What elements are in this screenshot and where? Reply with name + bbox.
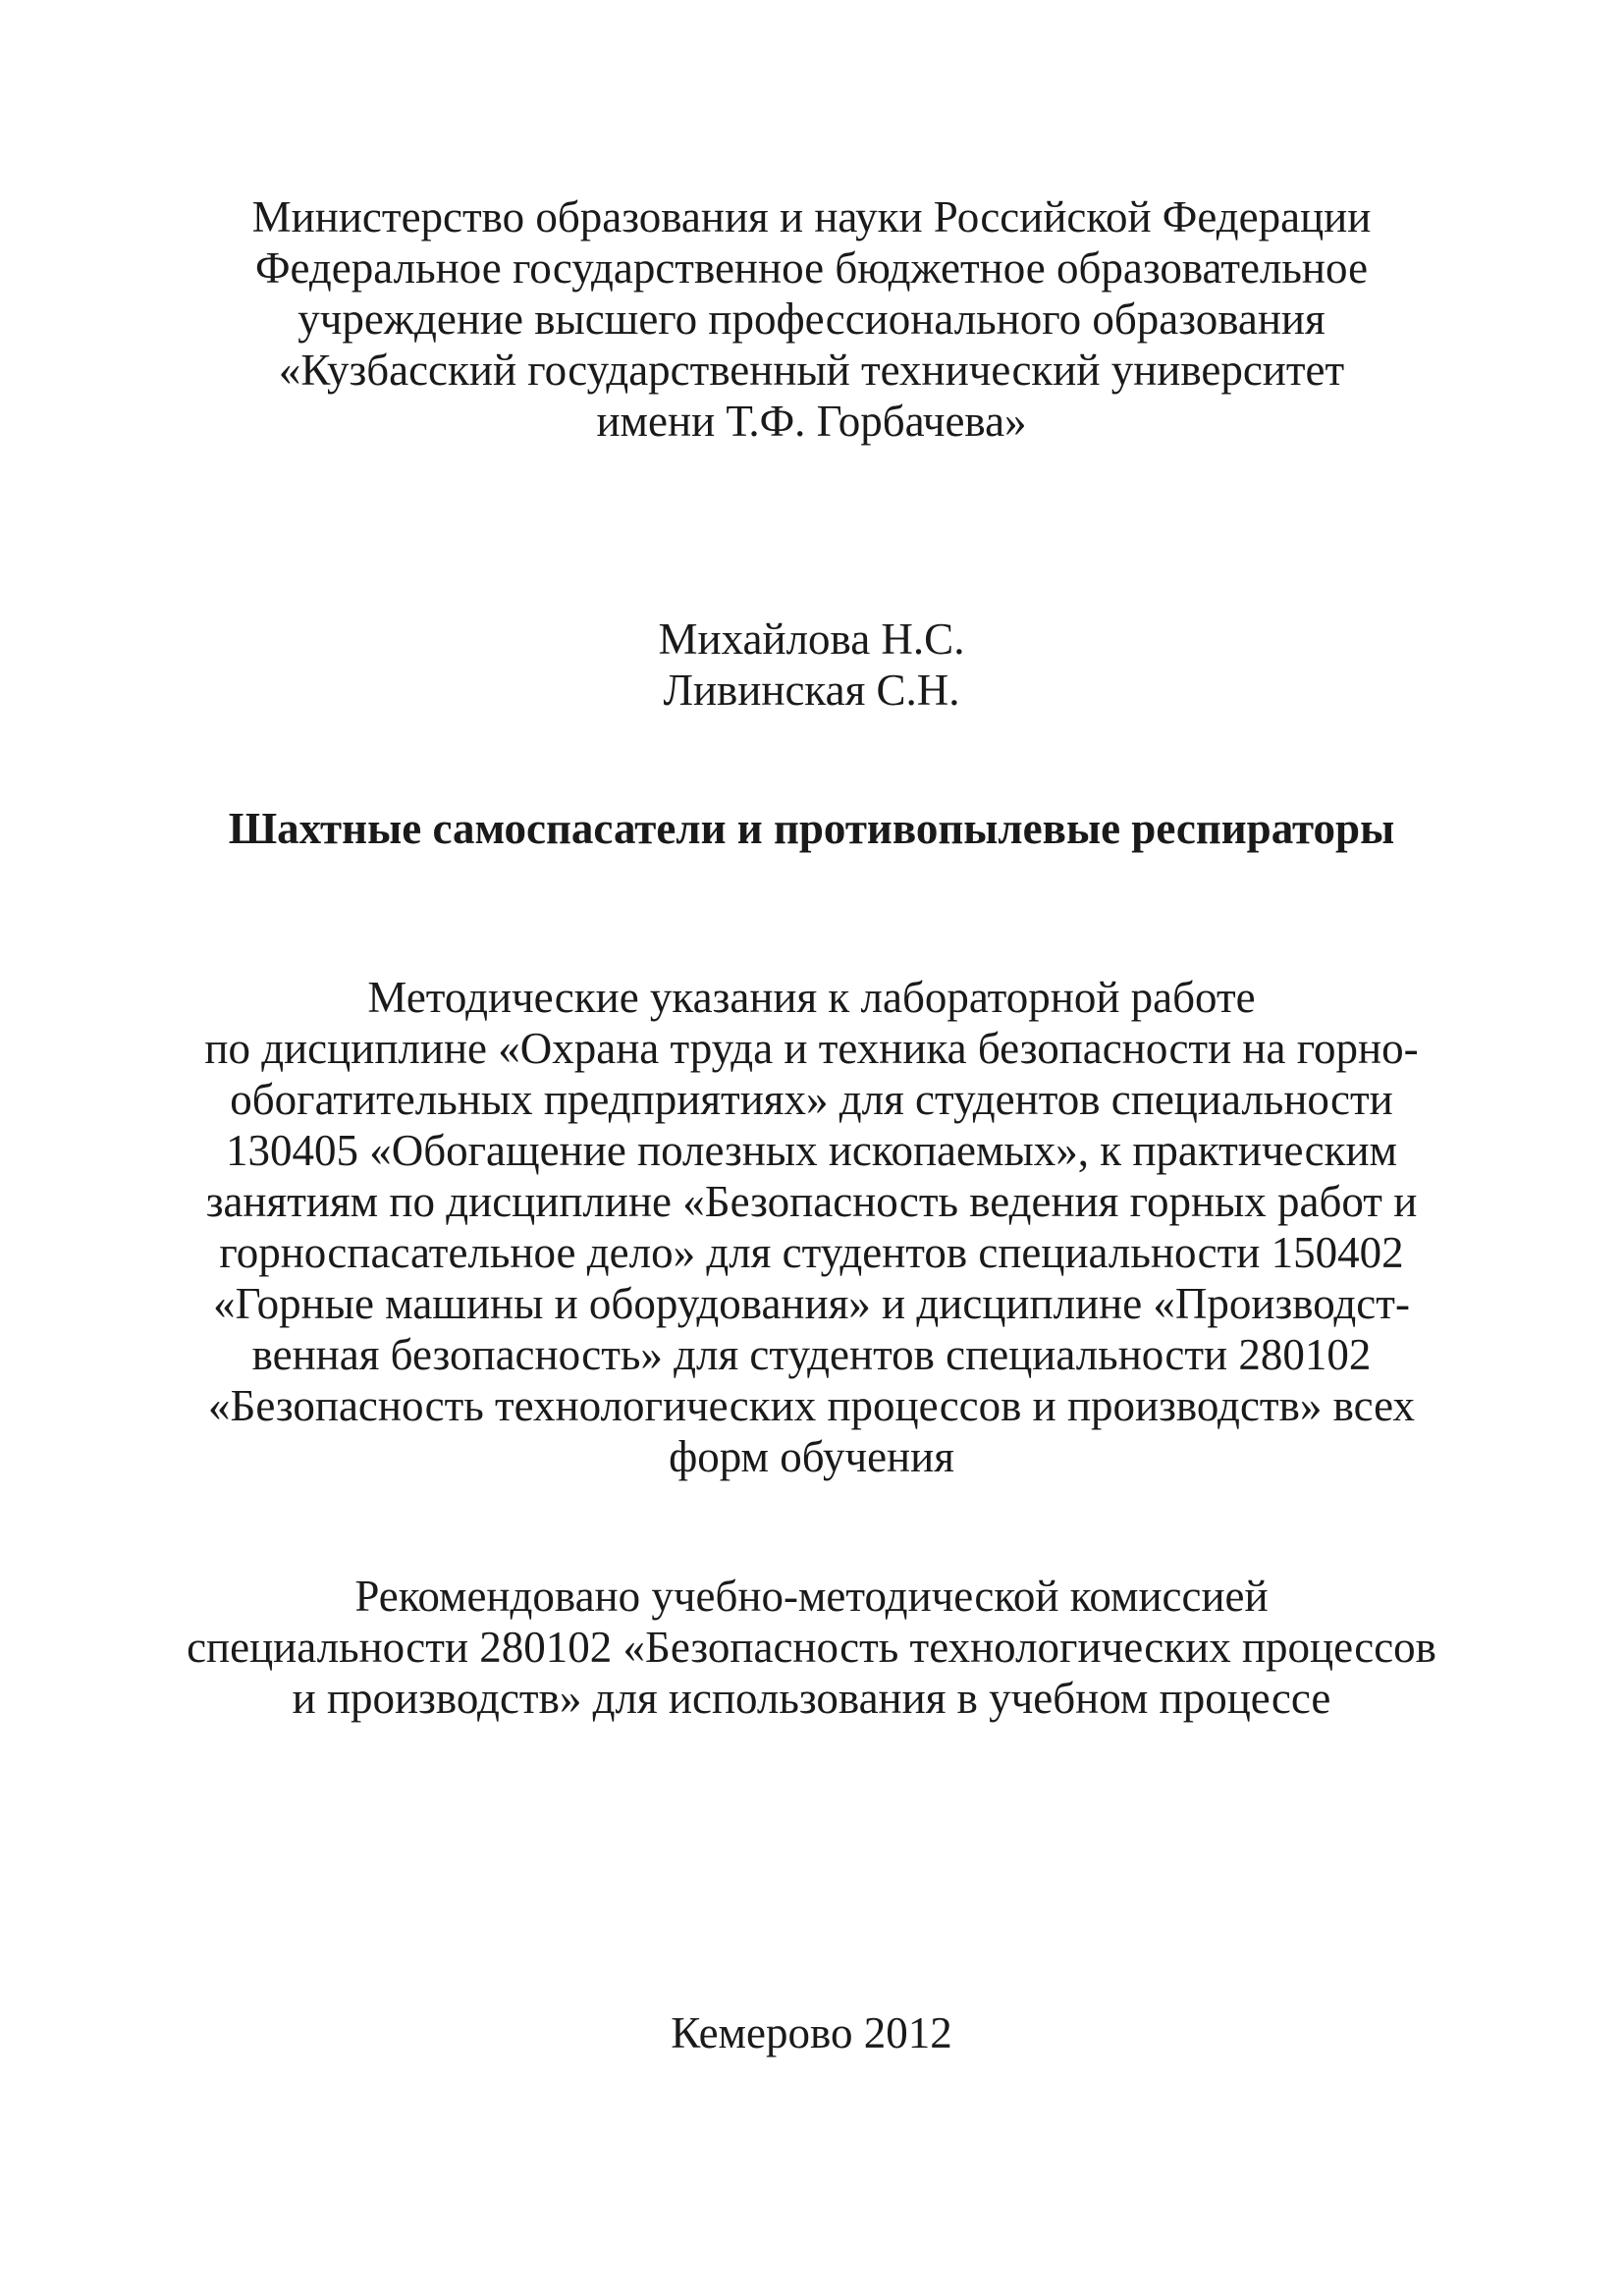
- institution-line: Министерство образования и науки Российской Федерации: [251, 192, 1372, 241]
- document-title: Шахтные самоспасатели и противопылевые респираторы: [228, 804, 1395, 853]
- description-line: 130405 «Обогащение полезных ископаемых», к практическим: [225, 1126, 1398, 1175]
- description-line: по дисциплине «Охрана труда и техника безопасности на горно-: [204, 1024, 1419, 1073]
- author-name: Ливинская С.Н.: [663, 666, 960, 715]
- recommendation-line: и производств» для использования в учебном процессе: [292, 1674, 1331, 1723]
- recommendation-line: специальности 280102 «Безопасность технологических процессов: [187, 1623, 1436, 1672]
- description-line: занятиям по дисциплине «Безопасность ведения горных работ и: [205, 1177, 1418, 1226]
- institution-line: «Кузбасский государственный технический университет: [278, 346, 1345, 395]
- description-line: обогатительных предприятиях» для студентов специальности: [230, 1075, 1393, 1124]
- description-line: «Безопасность технологических процессов и производств» всех: [208, 1381, 1415, 1430]
- description-line: Методические указания к лабораторной работе: [367, 973, 1256, 1022]
- description-line: форм обучения: [669, 1432, 954, 1481]
- recommendation-line: Рекомендовано учебно-методической комиссией: [354, 1572, 1269, 1621]
- footer-city-year: [0, 2007, 1623, 2058]
- authors: [0, 614, 1623, 716]
- author-name: Михайлова Н.С.: [658, 614, 965, 664]
- city-year: Кемерово 2012: [671, 2008, 952, 2057]
- description-line: горноспасательное дело» для студентов специальности 150402: [219, 1228, 1404, 1277]
- document-title-block: [0, 803, 1623, 854]
- institution-line: учреждение высшего профессионального образования: [298, 294, 1325, 344]
- document-description: [0, 972, 1623, 1482]
- institution-line: имени Т.Ф. Горбачева»: [596, 397, 1027, 446]
- description-line: венная безопасность» для студентов специальности 280102: [251, 1330, 1372, 1379]
- institution-header: [0, 191, 1623, 447]
- recommendation-note: [0, 1571, 1623, 1724]
- description-line: «Горные машины и оборудования» и дисциплине «Производст-: [213, 1279, 1410, 1328]
- institution-line: Федеральное государственное бюджетное образовательное: [254, 243, 1369, 293]
